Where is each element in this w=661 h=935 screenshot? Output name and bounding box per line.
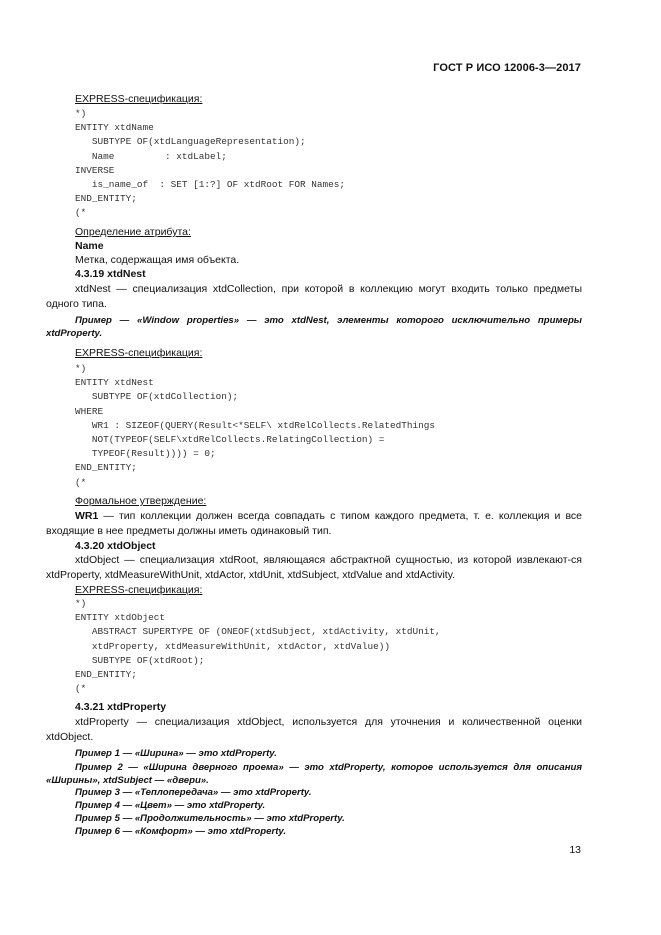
property-example-4: Пример 4 — «Цвет» — это xtdProperty. xyxy=(75,800,266,811)
xtdnest-example: Пример — «Window properties» — это xtdNest, элементы которого исключительно примеры xtdProperty. xyxy=(46,315,582,339)
property-example-1: Пример 1 — «Ширина» — это xtdProperty. xyxy=(75,748,277,759)
attribute-definition-label: Определение атрибута: xyxy=(75,226,191,238)
wr1-text: — тип коллекции должен всегда совпадать с типом каждого предмета, т. е. коллекция и все входящие в нее предметы должны иметь одинаковый тип. xyxy=(46,510,582,537)
xtdobject-description: xtdObject — специализация xtdRoot, являющаяся абстрактной сущностью, из которой извлекают-ся xtdProperty, xtdMeasureWithUnit, xtdActor, xtdUnit, xtdSubject, xtdValue and xtdActivity. xyxy=(46,554,582,581)
wr1-key: WR1 xyxy=(75,510,99,522)
attribute-description: Метка, содержащая имя объекта. xyxy=(75,254,240,266)
code-block-xtdname: *) ENTITY xtdName SUBTYPE OF(xtdLanguageRepresentation); Name : xtdLabel; INVERSE is_name_of : SET [1:?] OF xtdRoot FOR Names; END_ENTITY; (* xyxy=(75,108,346,219)
code-block-xtdnest: *) ENTITY xtdNest SUBTYPE OF(xtdCollection); WHERE WR1 : SIZEOF(QUERY(Result<*SELF\ xtdRelCollects.RelatedThings NOT(TYPEOF(SELF\xtdRelCollects.RelatingCollection) = TYPEOF(Result)))) = 0; END_ENTITY; (* xyxy=(75,363,436,488)
wr1-statement xyxy=(46,509,582,539)
express-spec-label-1: EXPRESS-спецификация: xyxy=(75,93,203,105)
attribute-name: Name xyxy=(75,240,104,252)
express-spec-label-2: EXPRESS-спецификация: xyxy=(75,347,203,359)
express-spec-label-3: EXPRESS-спецификация: xyxy=(75,584,203,596)
standard-header: ГОСТ Р ИСО 12006-3—2017 xyxy=(433,62,581,74)
section-heading-4-3-19: 4.3.19 xtdNest xyxy=(75,268,146,280)
xtdproperty-description: xtdProperty — специализация xtdObject, используется для уточнения и количественной оценки xtdObject. xyxy=(46,716,582,743)
page-number: 13 xyxy=(569,844,581,856)
section-heading-4-3-21: 4.3.21 xtdProperty xyxy=(75,701,167,713)
property-example-3: Пример 3 — «Теплопередача» — это xtdProperty. xyxy=(75,787,312,798)
property-example-5: Пример 5 — «Продолжительность» — это xtdProperty. xyxy=(75,813,345,824)
code-block-xtdobject: *) ENTITY xtdObject ABSTRACT SUPERTYPE OF (ONEOF(xtdSubject, xtdActivity, xtdUnit, xtdProperty, xtdMeasureWithUnit, xtdActor, xtdValue)) SUBTYPE OF(xtdRoot); END_ENTITY; (* xyxy=(75,598,441,695)
property-example-2: Пример 2 — «Ширина дверного проема» — это xtdProperty, которое используется для описания «Ширины», xtdSubject — «двери». xyxy=(46,762,582,786)
formal-statement-label: Формальное утверждение: xyxy=(75,495,207,507)
xtdnest-description: xtdNest — специализация xtdCollection, при которой в коллекцию могут входить только предметы одного типа. xyxy=(46,283,582,310)
section-heading-4-3-20: 4.3.20 xtdObject xyxy=(75,540,156,552)
property-example-6: Пример 6 — «Комфорт» — это xtdProperty. xyxy=(75,826,287,837)
